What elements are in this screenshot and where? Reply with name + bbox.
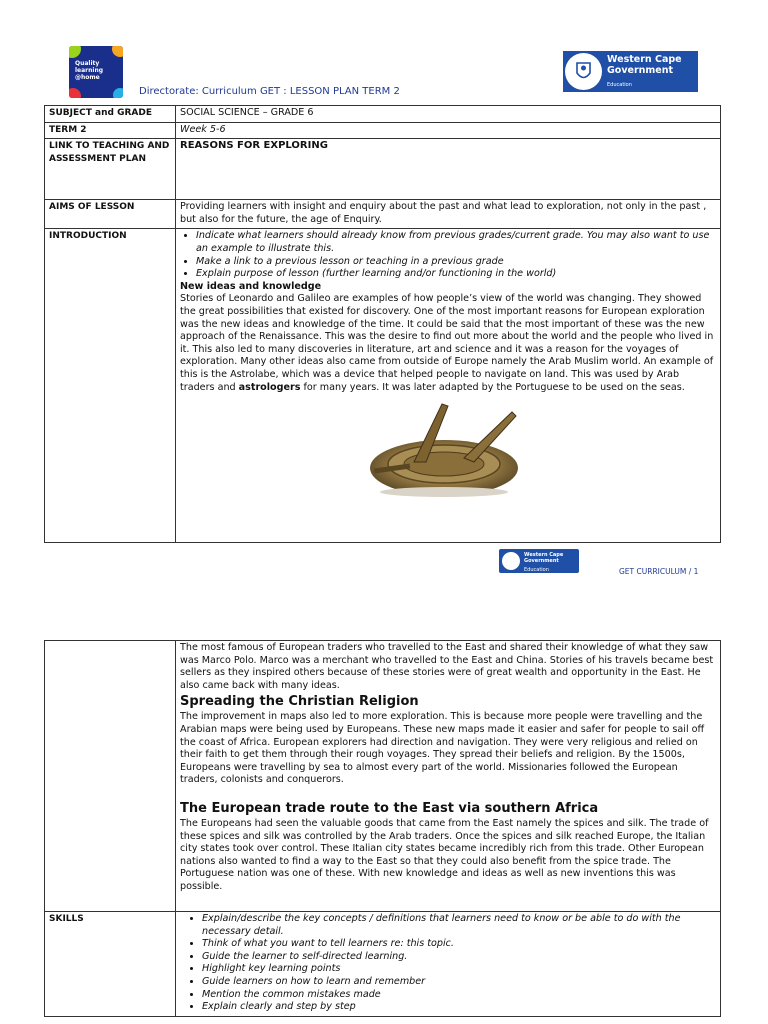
skills-bullets: [180, 913, 716, 1014]
content-cell: [176, 641, 721, 912]
label-subject: SUBJECT and GRADE: [45, 106, 176, 123]
intro-bullet: • Indicate what learners should already know from previous grades/current grade. You may also want to use an example to illustrate this.: [196, 230, 716, 255]
row-link: [45, 139, 721, 200]
value-aims: Providing learners with insight and enquiry about the past and what lead to exploration, not only in the past , but also for the future, the age of Enquiry.: [176, 200, 721, 229]
row-skills: [45, 912, 721, 1017]
skills-bullet: • Explain clearly and step by step: [202, 1001, 716, 1014]
value-skills: [176, 912, 721, 1017]
skills-bullet: • Mention the common mistakes made: [202, 989, 716, 1002]
value-introduction: [176, 229, 721, 543]
skills-bullet: • Think of what you want to tell learners re: this topic.: [202, 938, 716, 951]
value-subject: SOCIAL SCIENCE – GRADE 6: [176, 106, 721, 123]
paragraph-marco-polo: The most famous of European traders who travelled to the East and shared their knowledge of what they saw was Marco Polo. Marco was a merchant who travelled to the East and China. Stories of his travels became best sellers as they inspired others because of these stories were of great wealth and opportunity in the East. He also came back with many ideas.: [180, 642, 714, 691]
value-link: REASONS FOR EXPLORING: [176, 139, 721, 200]
label-link: LINK TO TEACHING AND ASSESSMENT PLAN: [45, 139, 176, 200]
row-term: [45, 122, 721, 139]
row-content: [45, 641, 721, 912]
footer-wcg-logo: Western Cape Government Education: [499, 549, 579, 573]
skills-bullet: • Guide learners on how to learn and remember: [202, 976, 716, 989]
row-aims: [45, 200, 721, 229]
coat-of-arms-icon: [502, 552, 520, 570]
intro-subheading: New ideas and knowledge: [180, 280, 322, 292]
paragraph-religion: The improvement in maps also led to more exploration. This is because more people were travelling and the Arabian maps were being used by Europeans. These new maps made it easier and safer for people to sail off the coast of Africa. European explorers had direction and navigation. They were very religious and relied on their faith to get them through their rough voyages. They spread their beliefs and religion. By the 1500s, Europeans were travelling by sea to almost every part of the world. Missionaries followed the European traders, colonists and conquerors.: [180, 711, 705, 786]
coat-of-arms-icon: [565, 53, 602, 90]
label-skills: SKILLS: [45, 912, 176, 1017]
skills-bullet: • Highlight key learning points: [202, 963, 716, 976]
heading-christian-religion: Spreading the Christian Religion: [180, 694, 419, 710]
row-subject: [45, 106, 721, 123]
footer-page-number: GET CURRICULUM / 1: [619, 567, 699, 576]
label-aims: AIMS OF LESSON: [45, 200, 176, 229]
label-introduction: INTRODUCTION: [45, 229, 176, 543]
astrolabe-image: [354, 400, 534, 500]
intro-paragraph: Stories of Leonardo and Galileo are examples of how people’s view of the world was changing. They showed the great possibilities that existed for discovery. One of the most important reasons for European exploration was the new ideas and knowledge of the time. It could be said that the most important of these was the new approach of the Renaissance. This was the desire to find out more about the world and the people who lived in it. This also led to many discoveries in literature, art and science and it was a reason for the voyages of exploration. Many other ideas also came from outside of Europe namely the Arab Muslim world. An example of this is the Astrolabe, which was a device that helped people to navigate on land. This was used by Arab traders and astrologers for many years. It was later adapted by the Portuguese to be used on the seas.: [180, 293, 714, 393]
value-term: Week 5-6: [176, 122, 721, 139]
lesson-plan-table-page2: [44, 640, 721, 1017]
directorate-title: Directorate: Curriculum GET : LESSON PLAN TERM 2: [139, 86, 400, 97]
paragraph-trade: The Europeans had seen the valuable goods that came from the East namely the spices and silk. The trade of these spices and silk was controlled by the Arab traders. Once the spices and silk reached Europe, the Italian city states took over control. These Italian city states became incredibly rich from this trade. Other European nations also wanted to find a way to the East so that they could also benefit from the spice trade. The Portuguese nation was one of these. With new knowledge and ideas as well as new inventions this was possible.: [180, 817, 709, 892]
intro-bullet: • Explain purpose of lesson (further learning and/or functioning in the world): [196, 268, 716, 281]
intro-bullets: [180, 230, 716, 280]
intro-bullet: • Make a link to a previous lesson or teaching in a previous grade: [196, 256, 716, 269]
label-term: TERM 2: [45, 122, 176, 139]
skills-bullet: • Guide the learner to self-directed learning.: [202, 951, 716, 964]
wcg-logo: Western Cape Government Education: [563, 51, 698, 92]
skills-bullet: • Explain/describe the key concepts / definitions that learners need to know or be able to do with the necessary detail.: [202, 913, 716, 938]
quality-learning-logo: Quality learning @home: [69, 46, 123, 98]
row-introduction: [45, 229, 721, 543]
lesson-plan-table-page1: [44, 105, 721, 543]
heading-trade-route: The European trade route to the East via southern Africa: [180, 800, 599, 816]
